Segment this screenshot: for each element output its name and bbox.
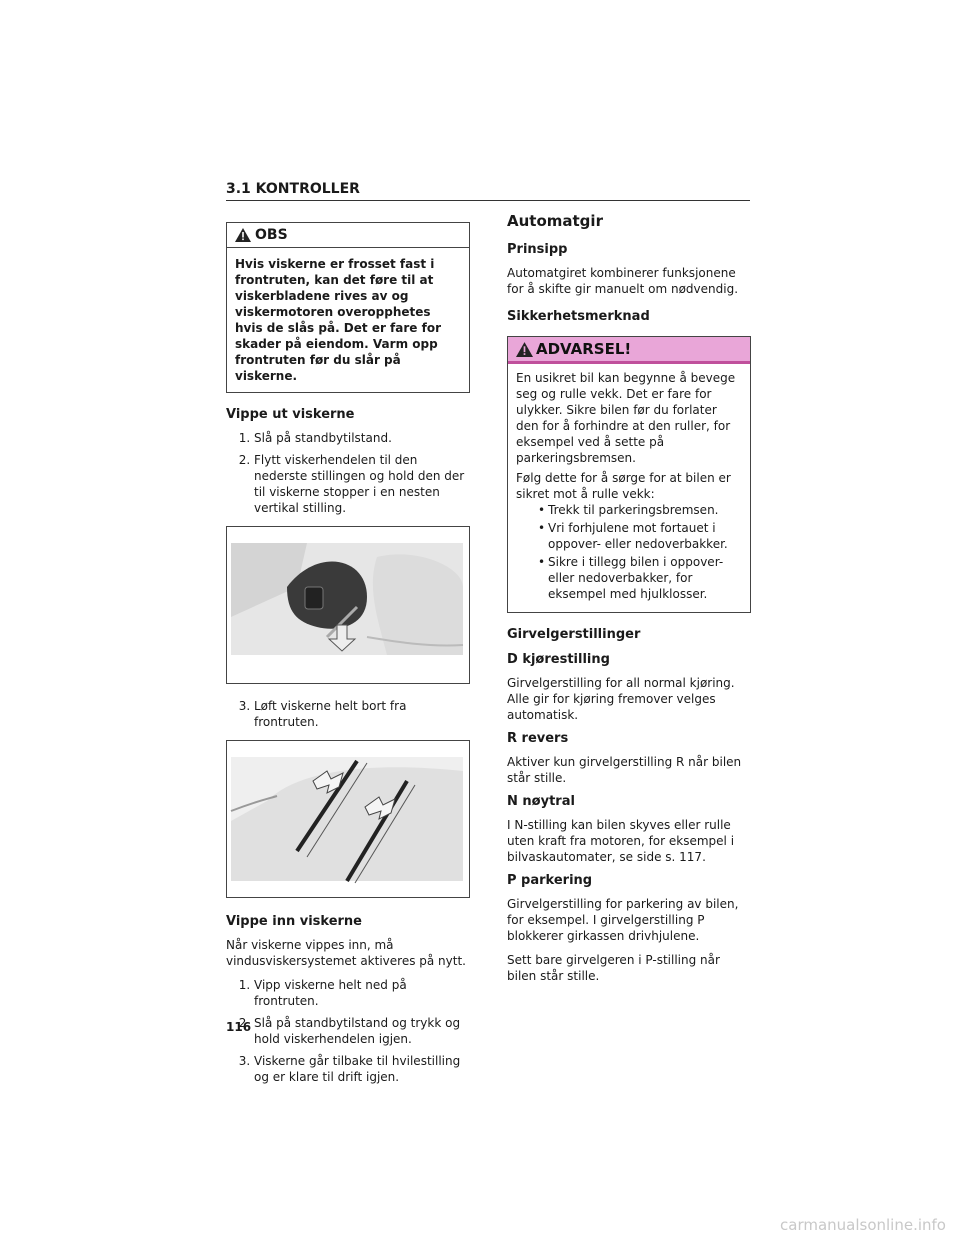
list-item: • Vri forhjulene mot fortauet i oppover- eller nedoverbakker. [548,520,742,552]
warning-icon [516,342,533,357]
list-item: 2. Flytt viskerhendelen til den nederste stillingen og hold den der til viskerne stopper i en nesten vertikal stilling. [254,452,470,516]
list-item: 2. Slå på standbytilstand og trykk og hold viskerhendelen igjen. [254,1015,470,1047]
wiper-lever-illustration [227,527,469,683]
heading-automatgir: Automatgir [507,212,603,230]
steps-vippe-inn [226,977,470,1085]
obs-label: OBS [255,227,288,243]
list-item: • Trekk til parkeringsbremsen. [548,502,742,518]
heading-vippe-inn: Vippe inn viskerne [226,914,362,929]
obs-header [227,223,469,248]
heading-r: R revers [507,731,569,746]
warning-header [508,337,750,364]
heading-n: N nøytral [507,794,575,809]
figure-wiper-lever [226,526,470,684]
list-item: 3. Løft viskerne helt bort fra frontruten. [254,698,470,730]
r-text: Aktiver kun girvelgerstilling R når bilen står stille. [507,755,742,785]
steps-vippe-ut [226,430,470,516]
list-item: • Sikre i tillegg bilen i oppover- eller nedoverbakker, for eksempel med hjulklosser. [548,554,742,602]
figure-wiper-lift [226,740,470,898]
warning-text-1: En usikret bil kan begynne å bevege seg og rulle vekk. Det er fare for ulykker. Sikre bilen før du forlater den for å forhindre at den ruller, for eksempel ved å sette på parkeringsbremsen. [516,371,736,465]
list-item: 1. Vipp viskerne helt ned på frontruten. [254,977,470,1009]
p-text: Girvelgerstilling for parkering av bilen, for eksempel. I girvelgerstilling P blokkerer girkassen drivhjulene. [507,897,739,943]
warning-box [507,336,751,613]
warning-icon [235,228,251,242]
watermark: carmanualsonline.info [780,1216,946,1234]
heading-girvelger: Girvelgerstillinger [507,627,641,642]
warning-label: ADVARSEL! [536,340,632,358]
heading-d: D kjørestilling [507,652,610,667]
heading-vippe-ut: Vippe ut viskerne [226,407,355,422]
warning-bullets [516,502,742,602]
step-3-list [226,698,470,730]
heading-sikkerhet: Sikkerhetsmerknad [507,309,650,324]
warning-text-2: Følg dette for å sørge for at bilen er sikret mot å rulle vekk: [516,471,731,501]
obs-text: Hvis viskerne er frosset fast i frontruten, kan det føre til at viskerbladene rives av og viskermotoren overopphetes hvis de slås på. Det er fare for skader på eiendom. Varm opp frontruten før du slår på viskerne. [235,257,441,383]
section-header [226,178,750,201]
p-text-2: Sett bare girvelgeren i P-stilling når bilen står stille. [507,953,720,983]
section-title: 3.1 KONTROLLER [226,181,360,197]
warning-body [508,364,750,612]
d-text: Girvelgerstilling for all normal kjøring. Alle gir for kjøring fremover velges automatisk. [507,676,735,722]
prinsipp-text: Automatgiret kombinerer funksjonene for å skifte gir manuelt om nødvendig. [507,266,739,296]
list-item: 3. Viskerne går tilbake til hvilestilling og er klare til drift igjen. [254,1053,470,1085]
left-column [226,222,470,1095]
intro-vippe-inn: Når viskerne vippes inn, må vindusviskersystemet aktiveres på nytt. [226,938,466,968]
obs-notice [226,222,470,393]
wiper-lift-illustration [227,741,469,897]
n-text: I N-stilling kan bilen skyves eller rulle uten kraft fra motoren, for eksempel i bilvaskautomater, se side s. 117. [507,818,735,864]
list-item: 1. Slå på standbytilstand. [254,430,470,446]
page-number: 116 [226,1020,252,1034]
heading-prinsipp: Prinsipp [507,242,568,257]
heading-p: P parkering [507,873,593,888]
right-column [507,212,751,984]
